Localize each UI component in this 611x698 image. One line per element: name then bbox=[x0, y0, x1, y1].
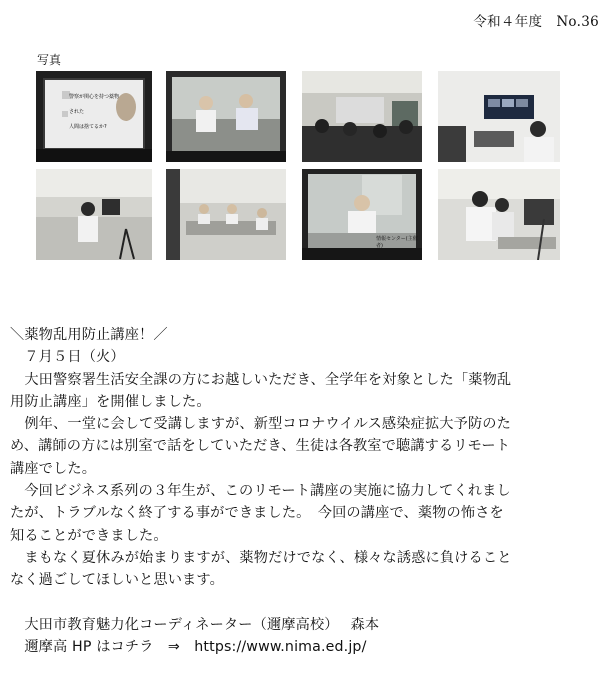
photo-art bbox=[166, 71, 286, 162]
article-line: 講座でした。 bbox=[10, 460, 97, 477]
article-line: たが、トラブルなく終了する事ができました。 今回の講座で、薬物の怖さを bbox=[10, 505, 504, 522]
photos-label: 写真 bbox=[37, 53, 62, 67]
slide-line-1: 警察が関心を持つ薬物 bbox=[69, 94, 120, 100]
photo-art bbox=[438, 169, 560, 260]
article-title: ＼薬物乱用防止講座！／ bbox=[10, 327, 168, 343]
article-line: め、講師の方には別室で話をしていただき、生徒は各教室で聴講するリモート bbox=[10, 438, 511, 455]
photo-art bbox=[302, 71, 422, 162]
article-line: 用防止講座」を開催しました。 bbox=[10, 393, 211, 410]
article-date: ７月５日（火） bbox=[10, 349, 125, 366]
photo-projected-slide bbox=[36, 71, 152, 162]
photo-art bbox=[438, 71, 560, 162]
photo-speaker-on-screen bbox=[302, 169, 422, 260]
photo-student-camera bbox=[36, 169, 152, 260]
author-line: 大田市教育魅力化コーディネーター（邇摩高校） 森本 bbox=[10, 616, 380, 633]
article-line: 今回ビジネス系列の３年生が、このリモート講座の実施に協力してくれまし bbox=[10, 483, 511, 500]
fiscal-year: 令和４年度 bbox=[473, 14, 543, 30]
homepage-line[interactable]: 邇摩高 HP はコチラ ⇒ https://www.nima.ed.jp/ bbox=[10, 638, 367, 655]
photo-monitor-video-call bbox=[438, 71, 560, 162]
photo-students-equipment bbox=[438, 169, 560, 260]
photo-speakers-at-desks bbox=[166, 169, 286, 260]
photo-two-speakers bbox=[166, 71, 286, 162]
issue-number: No.36 bbox=[556, 14, 599, 30]
article-line: 知ることができました。 bbox=[10, 527, 168, 544]
article-line: まもなく夏休みが始まりますが、薬物だけでなく、様々な誘惑に負けること bbox=[10, 549, 512, 566]
photo-classroom-projection bbox=[302, 71, 422, 162]
slide-line-3: 人間は捨てるか? bbox=[69, 124, 107, 130]
article-line: 大田警察署生活安全課の方にお越しいただき、全学年を対象とした「薬物乱 bbox=[10, 371, 512, 388]
slide-line-2: された bbox=[69, 109, 85, 115]
issue-header bbox=[473, 10, 599, 30]
article bbox=[10, 324, 600, 658]
photo-art bbox=[166, 169, 286, 260]
photo-art bbox=[36, 169, 152, 260]
photo-grid bbox=[36, 71, 560, 261]
article-line: なく過ごしてほしいと思います。 bbox=[10, 572, 224, 589]
photo-art bbox=[36, 71, 152, 162]
spacer bbox=[10, 592, 600, 614]
article-line: 例年、一堂に会して受講しますが、新型コロナウイルス感染症拡大予防のた bbox=[10, 416, 511, 433]
screen-caption: 情報センター(主催者) bbox=[376, 236, 418, 249]
